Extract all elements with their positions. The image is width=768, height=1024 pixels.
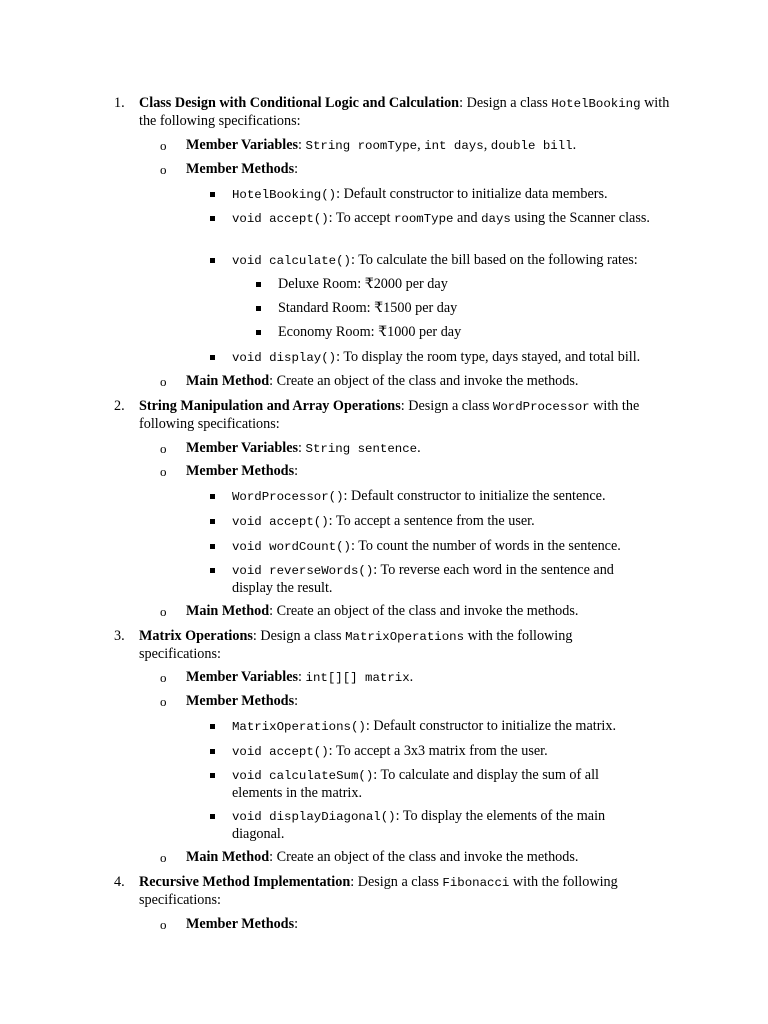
square-bullet-icon: [210, 192, 215, 197]
circle-bullet-icon: o: [160, 850, 167, 865]
square-bullet-icon: [256, 306, 261, 311]
circle-bullet-icon: o: [160, 162, 167, 177]
class-name: Fibonacci: [442, 876, 510, 890]
square-bullet-icon: [210, 773, 215, 778]
item-title: String Manipulation and Array Operations: [139, 398, 401, 414]
square-bullet-icon: [210, 749, 215, 754]
square-bullet-icon: [256, 282, 261, 287]
item-title: Matrix Operations: [139, 628, 253, 644]
item-heading: Class Design with Conditional Logic and Calculation: Design a class HotelBooking with the following specifications:: [139, 95, 670, 129]
item-heading: Matrix Operations: Design a class MatrixOperations with the following specifications:: [139, 628, 573, 662]
item-number: 1.: [114, 95, 125, 111]
item-title: Class Design with Conditional Logic and Calculation: [139, 95, 460, 111]
circle-bullet-icon: o: [160, 604, 167, 619]
square-bullet-icon: [210, 568, 215, 573]
square-bullet-icon: [210, 519, 215, 524]
item-title: Recursive Method Implementation: [139, 874, 351, 890]
square-bullet-icon: [210, 258, 215, 263]
square-bullet-icon: [210, 544, 215, 549]
item-heading: String Manipulation and Array Operations: Design a class WordProcessor with the following specifications:: [139, 398, 640, 432]
document-page: 1. Class Design with Conditional Logic and Calculation: Design a class HotelBooking with the following specifications: o Member Variables: String roomType, int days, double bill. o Member Methods: HotelBooking(): Default constructor to initialize data members. void accept(): To accept roomType and days using the Scanner class. void calculate(): To calculate the bill based on the following rates: Deluxe Room: ₹2000 per day Standard Room: ₹1500 per day Economy Room: ₹1000 per day void display(): To display the room type, days stayed, and total bill. o Main Method: Create an object of the class and invoke the methods. 2. String Manipulation and Array Operations: Design a class WordProcessor with the following specifications: o Member Variables: String sentence. o Member Methods: WordProcessor(): Default constructor to initialize the sentence. void accept(): To accept a sentence from the user. void wordCount(): To count the number of words in the sentence. void reverseWords(): To reverse each word in the sentence and display the result. o Main Method: Create an object of the class and invoke the methods. 3. Matrix Operations: Design a class MatrixOperations with the following specifications: o Member Variables: int[][] matrix. o Member Methods: MatrixOperations(): Default constructor to initialize the matrix. void accept(): To accept a 3x3 matrix from the user. void calculateSum(): To calculate and display the sum of all elements in the matrix. void displayDiagonal(): To display the elements of the main diagonal. o Main Method: Create an object of the class and invoke the methods. 4. Recursive Method Implementation: Design a class Fibonacci with the following specifications: o Member Methods:: [0, 0, 768, 1024]
circle-bullet-icon: o: [160, 441, 167, 456]
square-bullet-icon: [210, 216, 215, 221]
circle-bullet-icon: o: [160, 138, 167, 153]
circle-bullet-icon: o: [160, 694, 167, 709]
square-bullet-icon: [210, 814, 215, 819]
item-heading: Recursive Method Implementation: Design a class Fibonacci with the following specifications:: [139, 874, 618, 908]
circle-bullet-icon: o: [160, 464, 167, 479]
square-bullet-icon: [256, 330, 261, 335]
class-name: MatrixOperations: [345, 630, 465, 644]
circle-bullet-icon: o: [160, 917, 167, 932]
item-number: 4.: [114, 874, 125, 890]
circle-bullet-icon: o: [160, 374, 167, 389]
class-name: HotelBooking: [551, 97, 641, 111]
square-bullet-icon: [210, 724, 215, 729]
item-number: 2.: [114, 398, 125, 414]
circle-bullet-icon: o: [160, 670, 167, 685]
square-bullet-icon: [210, 355, 215, 360]
class-name: WordProcessor: [492, 400, 590, 414]
square-bullet-icon: [210, 494, 215, 499]
item-number: 3.: [114, 628, 125, 644]
